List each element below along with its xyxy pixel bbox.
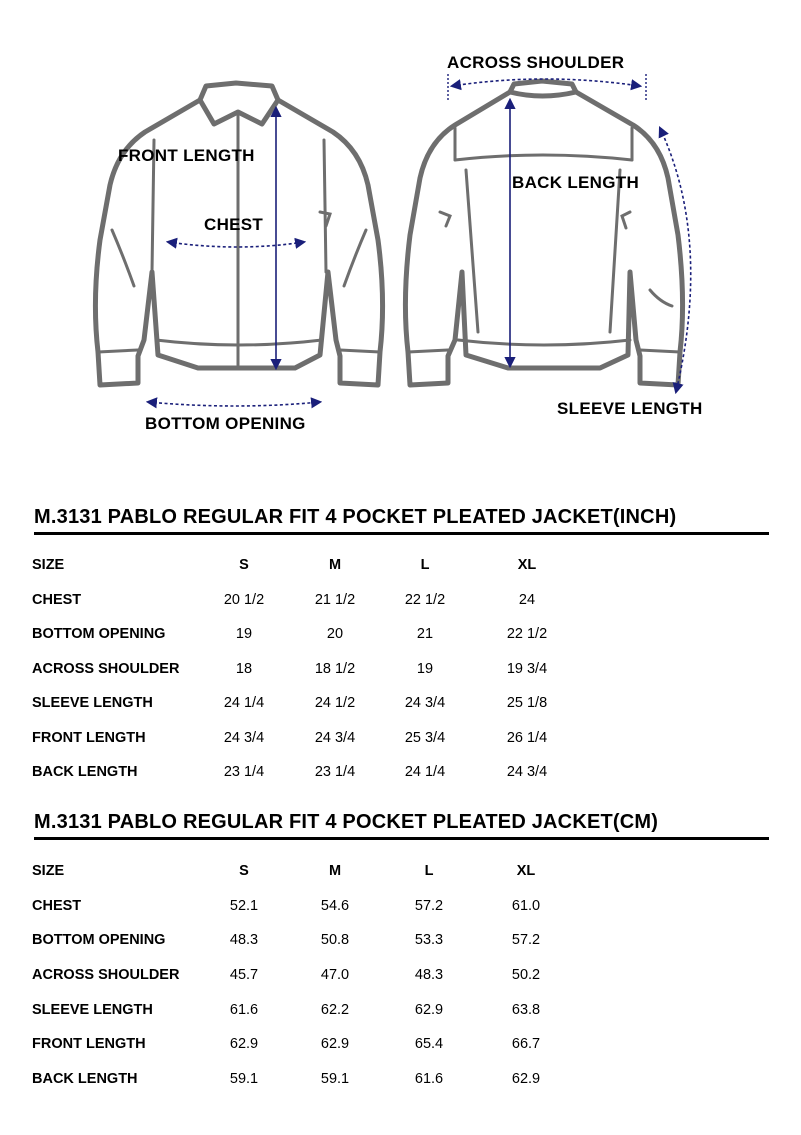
- table-row: [0, 764, 801, 784]
- table-row: [0, 730, 801, 750]
- cell-m: 62.9: [320, 1036, 350, 1052]
- cell-xl: 24 3/4: [506, 764, 548, 780]
- row-label: FRONT LENGTH: [32, 730, 146, 746]
- cell-l: 21: [416, 626, 434, 642]
- cell-xl: 63.8: [511, 1002, 541, 1018]
- cell-l: 22 1/2: [404, 592, 446, 608]
- table-row: [0, 695, 801, 715]
- front-length-label: FRONT LENGTH: [118, 146, 255, 165]
- cell-m: 59.1: [320, 1071, 350, 1087]
- table-row: [0, 1071, 801, 1091]
- cell-xl: 22 1/2: [506, 626, 548, 642]
- table-row: [0, 967, 801, 987]
- cell-l: 57.2: [414, 898, 444, 914]
- size-s-header: S: [239, 863, 249, 879]
- chest-label: CHEST: [204, 215, 264, 234]
- cm-table-rule: [34, 837, 769, 840]
- cell-m: 62.2: [320, 1002, 350, 1018]
- inch-table-title: M.3131 PABLO REGULAR FIT 4 POCKET PLEATED JACKET(INCH): [34, 506, 677, 528]
- back-length-label: BACK LENGTH: [512, 173, 640, 192]
- cell-s: 52.1: [229, 898, 259, 914]
- row-label: BOTTOM OPENING: [32, 626, 166, 642]
- cell-m: 47.0: [320, 967, 350, 983]
- row-label: BACK LENGTH: [32, 1071, 138, 1087]
- back-jacket-illustration: [405, 81, 682, 385]
- cell-xl: 19 3/4: [506, 661, 548, 677]
- cell-xl: 66.7: [511, 1036, 541, 1052]
- cell-m: 24 3/4: [314, 730, 356, 746]
- cm-table-title: M.3131 PABLO REGULAR FIT 4 POCKET PLEATED JACKET(CM): [34, 811, 659, 833]
- size-l-header: L: [424, 863, 434, 879]
- row-label: ACROSS SHOULDER: [32, 967, 180, 983]
- cell-s: 23 1/4: [223, 764, 265, 780]
- row-label: SLEEVE LENGTH: [32, 695, 153, 711]
- cell-s: 59.1: [229, 1071, 259, 1087]
- row-label: CHEST: [32, 898, 82, 914]
- jacket-measurement-diagram: [0, 0, 801, 460]
- table-row: [0, 626, 801, 646]
- cell-xl: 62.9: [511, 1071, 541, 1087]
- cell-l: 48.3: [414, 967, 444, 983]
- row-label: BOTTOM OPENING: [32, 932, 166, 948]
- cell-l: 61.6: [414, 1071, 444, 1087]
- table-header-row: [0, 863, 801, 883]
- cell-m: 20: [326, 626, 344, 642]
- cell-xl: 24: [518, 592, 536, 608]
- cell-l: 62.9: [414, 1002, 444, 1018]
- cell-m: 24 1/2: [314, 695, 356, 711]
- row-label: FRONT LENGTH: [32, 1036, 146, 1052]
- bottom-opening-label: BOTTOM OPENING: [145, 414, 306, 433]
- size-header: SIZE: [32, 863, 65, 879]
- bottom-opening-measure: [148, 402, 320, 406]
- cell-s: 20 1/2: [223, 592, 265, 608]
- row-label: CHEST: [32, 592, 82, 608]
- cell-l: 24 1/4: [404, 764, 446, 780]
- cell-l: 65.4: [414, 1036, 444, 1052]
- front-jacket-illustration: [95, 83, 382, 385]
- row-label: BACK LENGTH: [32, 764, 138, 780]
- row-label: SLEEVE LENGTH: [32, 1002, 153, 1018]
- cell-l: 25 3/4: [404, 730, 446, 746]
- cell-s: 61.6: [229, 1002, 259, 1018]
- inch-table-rule: [34, 532, 769, 535]
- cell-l: 19: [416, 661, 434, 677]
- cell-l: 24 3/4: [404, 695, 446, 711]
- cell-m: 21 1/2: [314, 592, 356, 608]
- table-header-row: [0, 557, 801, 577]
- table-row: [0, 592, 801, 612]
- size-xl-header: XL: [517, 557, 537, 573]
- sleeve-length-label: SLEEVE LENGTH: [557, 399, 703, 418]
- cell-m: 18 1/2: [314, 661, 356, 677]
- table-row: [0, 661, 801, 681]
- table-row: [0, 932, 801, 952]
- cell-xl: 25 1/8: [506, 695, 548, 711]
- size-l-header: L: [420, 557, 430, 573]
- cell-xl: 57.2: [511, 932, 541, 948]
- size-xl-header: XL: [516, 863, 536, 879]
- cell-m: 54.6: [320, 898, 350, 914]
- table-row: [0, 1002, 801, 1022]
- cell-m: 50.8: [320, 932, 350, 948]
- row-label: ACROSS SHOULDER: [32, 661, 180, 677]
- size-header: SIZE: [32, 557, 65, 573]
- cell-l: 53.3: [414, 932, 444, 948]
- across-shoulder-label: ACROSS SHOULDER: [447, 53, 625, 72]
- size-s-header: S: [239, 557, 249, 573]
- cell-s: 45.7: [229, 967, 259, 983]
- table-row: [0, 1036, 801, 1056]
- cell-s: 24 1/4: [223, 695, 265, 711]
- cell-xl: 26 1/4: [506, 730, 548, 746]
- cell-xl: 61.0: [511, 898, 541, 914]
- chest-measure: [168, 242, 304, 247]
- cell-xl: 50.2: [511, 967, 541, 983]
- cell-s: 18: [235, 661, 253, 677]
- size-m-header: M: [328, 863, 342, 879]
- cell-s: 48.3: [229, 932, 259, 948]
- size-m-header: M: [328, 557, 342, 573]
- cell-m: 23 1/4: [314, 764, 356, 780]
- cell-s: 19: [235, 626, 253, 642]
- table-row: [0, 898, 801, 918]
- cell-s: 24 3/4: [223, 730, 265, 746]
- cell-s: 62.9: [229, 1036, 259, 1052]
